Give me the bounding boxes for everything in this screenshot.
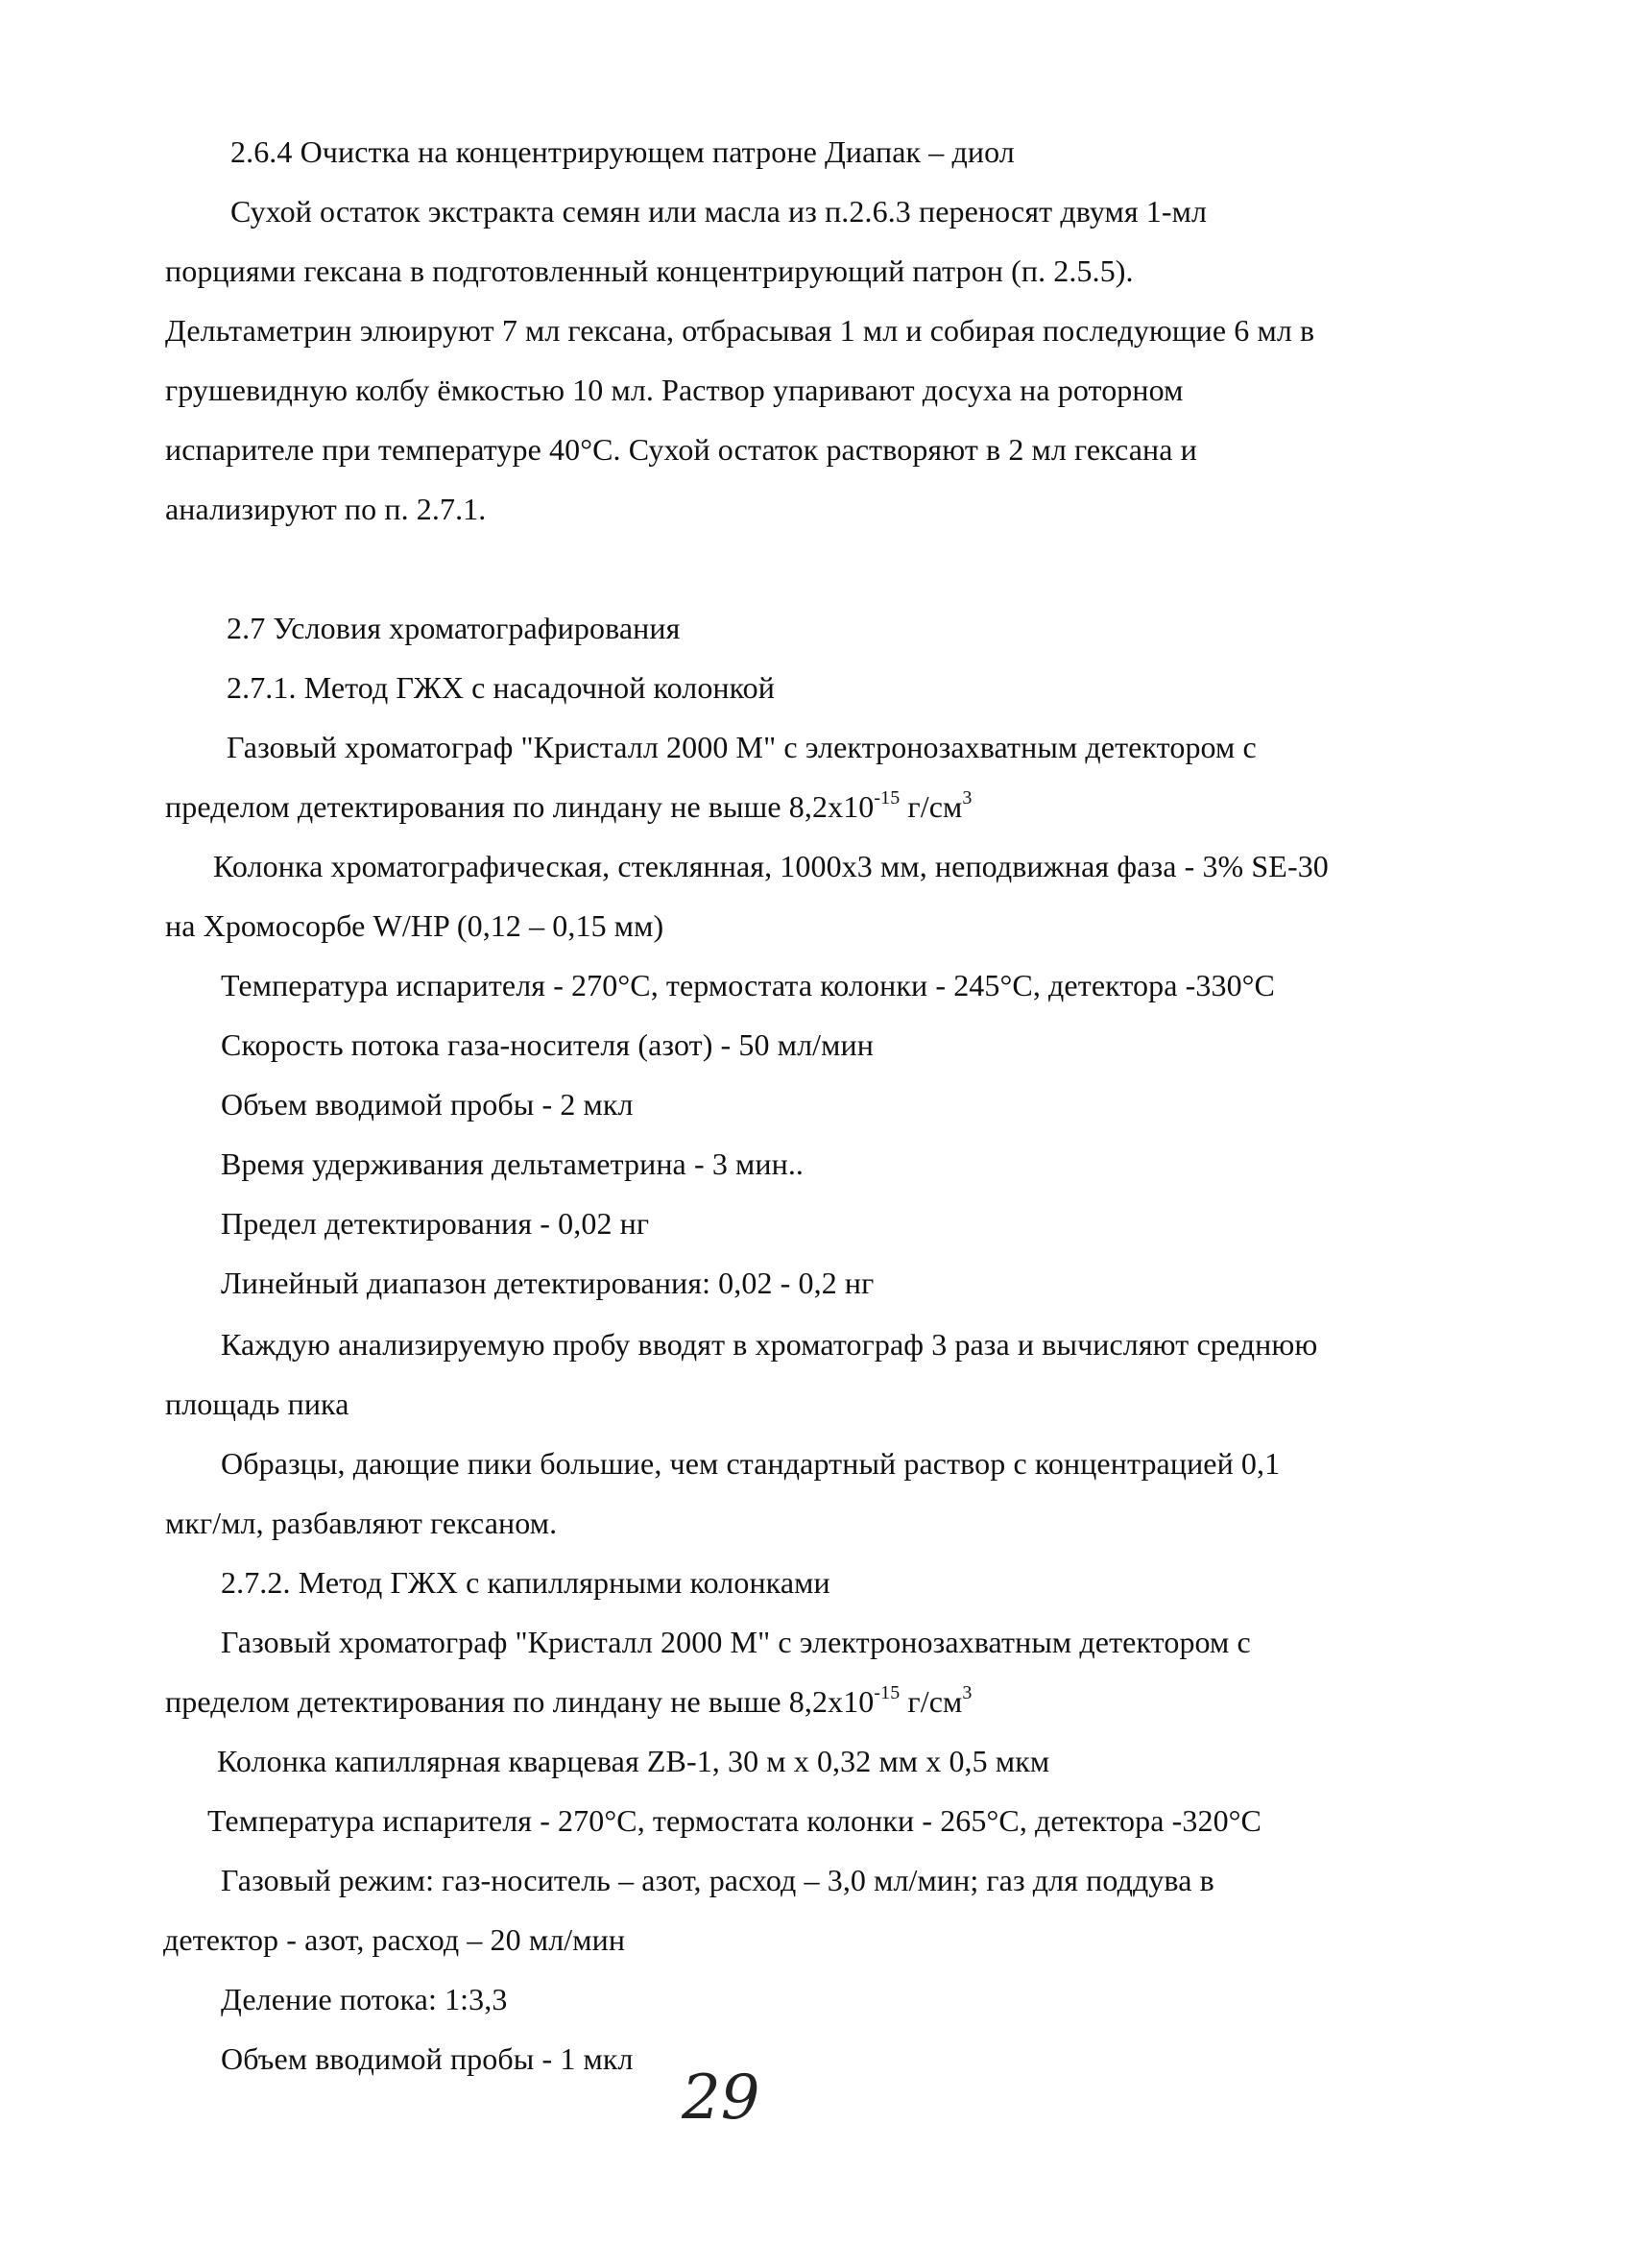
paragraph-line xyxy=(165,1682,972,1721)
superscript: 3 xyxy=(962,787,973,809)
paragraph-line: Образцы, дающие пики большие, чем стандартный раствор с концентрацией 0,1 xyxy=(221,1446,1281,1481)
paragraph-line: Каждую анализируемую пробу вводят в хроматограф 3 раза и вычисляют среднюю xyxy=(221,1327,1318,1362)
text-fragment: пределом детектирования по линдану не выше 8,2х10 xyxy=(165,789,875,824)
paragraph-line: Дельтаметрин элюируют 7 мл гексана, отбрасывая 1 мл и собирая последующие 6 мл в xyxy=(165,313,1315,348)
page-number: 29 xyxy=(682,2063,760,2134)
paragraph-line xyxy=(165,787,972,826)
superscript: -15 xyxy=(874,787,901,809)
paragraph-line: Температура испарителя - 270°С, термостата колонки - 245°С, детектора -330°С xyxy=(221,968,1276,1002)
section-heading-2-6-4: 2.6.4 Очистка на концентрирующем патроне Диапак – диол xyxy=(230,134,1015,169)
paragraph-line: Скорость потока газа-носителя (азот) - 50 мл/мин xyxy=(221,1027,874,1062)
paragraph-line: Объем вводимой пробы - 1 мкл xyxy=(221,2041,634,2076)
paragraph-line: Линейный диапазон детектирования: 0,02 - 0,2 нг xyxy=(221,1266,875,1300)
paragraph-line: Время удерживания дельтаметрина - 3 мин.. xyxy=(221,1146,805,1181)
section-heading-2-7-1: 2.7.1. Метод ГЖХ с насадочной колонкой xyxy=(227,670,776,705)
paragraph-line: Предел детектирования - 0,02 нг xyxy=(221,1206,650,1241)
paragraph-line: испарителе при температуре 40°С. Сухой остаток растворяют в 2 мл гексана и xyxy=(165,432,1197,467)
paragraph-line: Газовый хроматограф "Кристалл 2000 М" с электронозахватным детектором с xyxy=(221,1625,1251,1659)
paragraph-line: Деление потока: 1:3,3 xyxy=(221,1982,508,2016)
paragraph-line: грушевидную колбу ёмкостью 10 мл. Раствор упаривают досуха на роторном xyxy=(165,373,1184,407)
paragraph-line: на Хромосорбе W/HP (0,12 – 0,15 мм) xyxy=(165,908,664,943)
superscript: 3 xyxy=(962,1682,973,1704)
text-fragment: г/см xyxy=(900,789,963,824)
paragraph-line: мкг/мл, разбавляют гексаном. xyxy=(165,1506,558,1540)
paragraph-line: анализируют по п. 2.7.1. xyxy=(165,492,487,526)
paragraph-line: порциями гексана в подготовленный концентрирующий патрон (п. 2.5.5). xyxy=(165,253,1134,288)
superscript: -15 xyxy=(874,1682,901,1704)
paragraph-line: Колонка капиллярная кварцевая ZB-1, 30 м х 0,32 мм х 0,5 мкм xyxy=(217,1744,1050,1778)
paragraph-line: Температура испарителя - 270°С, термостата колонки - 265°С, детектора -320°С xyxy=(207,1803,1262,1838)
paragraph-line: Объем вводимой пробы - 2 мкл xyxy=(221,1087,634,1122)
paragraph-line: Сухой остаток экстракта семян или масла из п.2.6.3 переносят двумя 1-мл xyxy=(230,194,1208,229)
paragraph-line: Газовый режим: газ-носитель – азот, расход – 3,0 мл/мин; газ для поддува в xyxy=(221,1863,1214,1897)
section-heading-2-7: 2.7 Условия хроматографирования xyxy=(227,611,681,645)
paragraph-line: детектор - азот, расход – 20 мл/мин xyxy=(163,1922,626,1957)
paragraph-line: Колонка хроматографическая, стеклянная, 1000х3 мм, неподвижная фаза - 3% SE-30 xyxy=(213,849,1329,883)
paragraph-line: Газовый хроматограф "Кристалл 2000 М" с электронозахватным детектором с xyxy=(227,730,1257,764)
text-fragment: г/см xyxy=(900,1684,963,1719)
text-fragment: пределом детектирования по линдану не выше 8,2х10 xyxy=(165,1684,875,1719)
section-heading-2-7-2: 2.7.2. Метод ГЖХ с капиллярными колонками xyxy=(221,1565,830,1600)
paragraph-line: площадь пика xyxy=(165,1387,349,1421)
